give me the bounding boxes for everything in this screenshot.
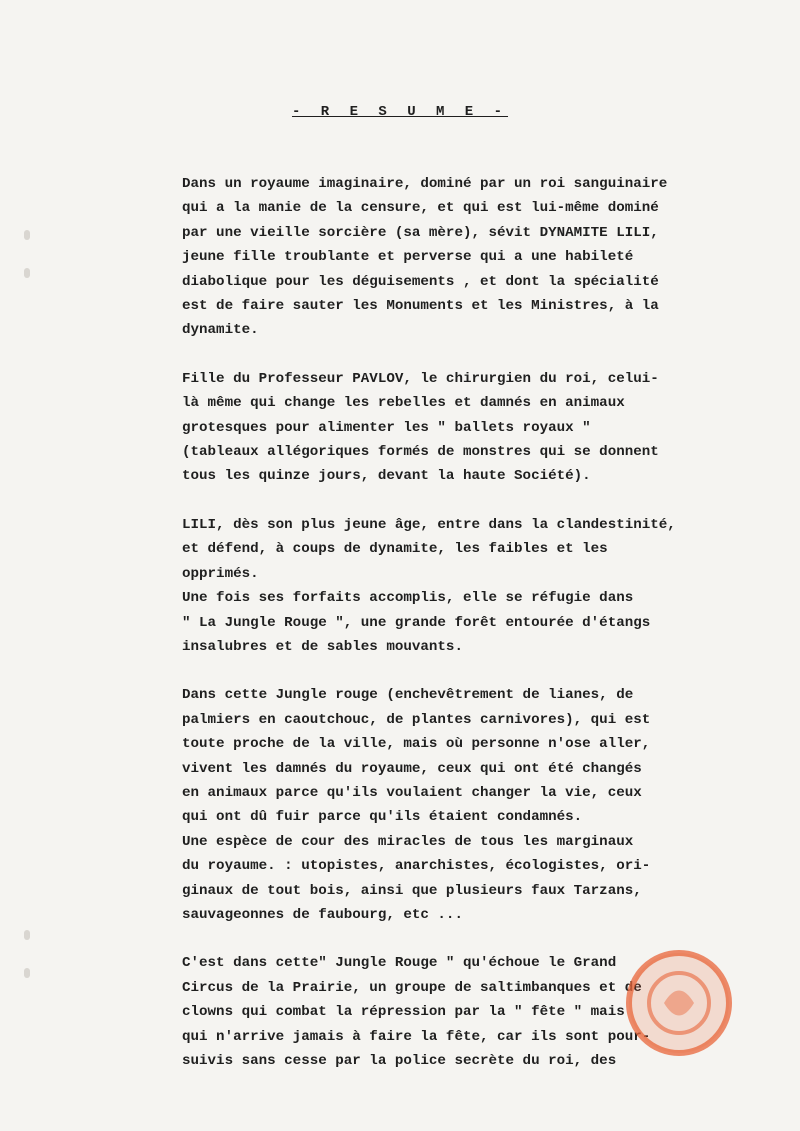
text-line: diabolique pour les déguisements , et dont la spécialité xyxy=(182,273,659,290)
text-line: (tableaux allégoriques formés de monstres qui se donnent xyxy=(182,444,659,461)
text-line: qui n'arrive jamais à faire la fête, car ils sont pour- xyxy=(182,1028,651,1045)
text-line: vivent les damnés du royaume, ceux qui ont été changés xyxy=(182,760,642,777)
text-line: qui a la manie de la censure, et qui est lui-même dominé xyxy=(182,200,659,217)
text-line: Dans un royaume imaginaire, dominé par un roi sanguinaire xyxy=(182,176,668,192)
text-line: Dans cette Jungle rouge (enchevêtrement de lianes, de xyxy=(182,687,634,704)
punch-hole xyxy=(24,930,30,940)
document-title xyxy=(0,104,800,120)
text-line: jeune fille troublante et perverse qui a une habileté xyxy=(182,249,634,266)
paragraph xyxy=(182,172,762,343)
text-line: clowns qui combat la répression par la " fête " mais xyxy=(182,1004,625,1021)
text-line: Une espèce de cour des miracles de tous les marginaux xyxy=(182,833,634,850)
archive-stamp-icon xyxy=(624,948,734,1058)
text-line: est de faire sauter les Monuments et les Ministres, à la xyxy=(182,298,659,315)
text-line: Une fois ses forfaits accomplis, elle se réfugie dans xyxy=(182,590,634,607)
text-line: tous les quinze jours, devant la haute Société). xyxy=(182,468,591,485)
text-line: palmiers en caoutchouc, de plantes carnivores), qui est xyxy=(182,711,651,728)
text-line: C'est dans cette" Jungle Rouge " qu'échoue le Grand xyxy=(182,955,617,972)
text-line: et défend, à coups de dynamite, les faibles et les xyxy=(182,541,608,558)
text-line: sauvageonnes de faubourg, etc ... xyxy=(182,906,463,923)
punch-hole xyxy=(24,268,30,278)
text-line: grotesques pour alimenter les " ballets royaux " xyxy=(182,419,591,436)
text-line: qui ont dû fuir parce qu'ils étaient condamnés. xyxy=(182,809,583,826)
text-line: LILI, dès son plus jeune âge, entre dans la clandestinité, xyxy=(182,516,676,533)
text-line: ginaux de tout bois, ainsi que plusieurs faux Tarzans, xyxy=(182,882,642,899)
paragraph xyxy=(182,683,762,927)
text-line: toute proche de la ville, mais où personne n'ose aller, xyxy=(182,736,651,753)
text-line: Circus de la Prairie, un groupe de saltimbanques et de xyxy=(182,979,642,996)
title-text: - R E S U M E - xyxy=(291,104,509,120)
text-line: suivis sans cesse par la police secrète du roi, des xyxy=(182,1053,617,1069)
text-line: par une vieille sorcière (sa mère), sévit DYNAMITE LILI, xyxy=(182,224,659,241)
text-line: dynamite. xyxy=(182,322,259,339)
text-line: opprimés. xyxy=(182,565,259,582)
punch-hole xyxy=(24,230,30,240)
text-line: du royaume. : utopistes, anarchistes, écologistes, ori- xyxy=(182,858,651,875)
text-line: Fille du Professeur PAVLOV, le chirurgien du roi, celui- xyxy=(182,370,659,387)
text-line: en animaux parce qu'ils voulaient changer la vie, ceux xyxy=(182,784,642,801)
text-line: " La Jungle Rouge ", une grande forêt entourée d'étangs xyxy=(182,614,651,631)
punch-hole xyxy=(24,968,30,978)
text-line: là même qui change les rebelles et damnés en animaux xyxy=(182,395,625,412)
text-line: insalubres et de sables mouvants. xyxy=(182,638,463,655)
paragraph xyxy=(182,513,762,659)
paragraph xyxy=(182,367,762,489)
